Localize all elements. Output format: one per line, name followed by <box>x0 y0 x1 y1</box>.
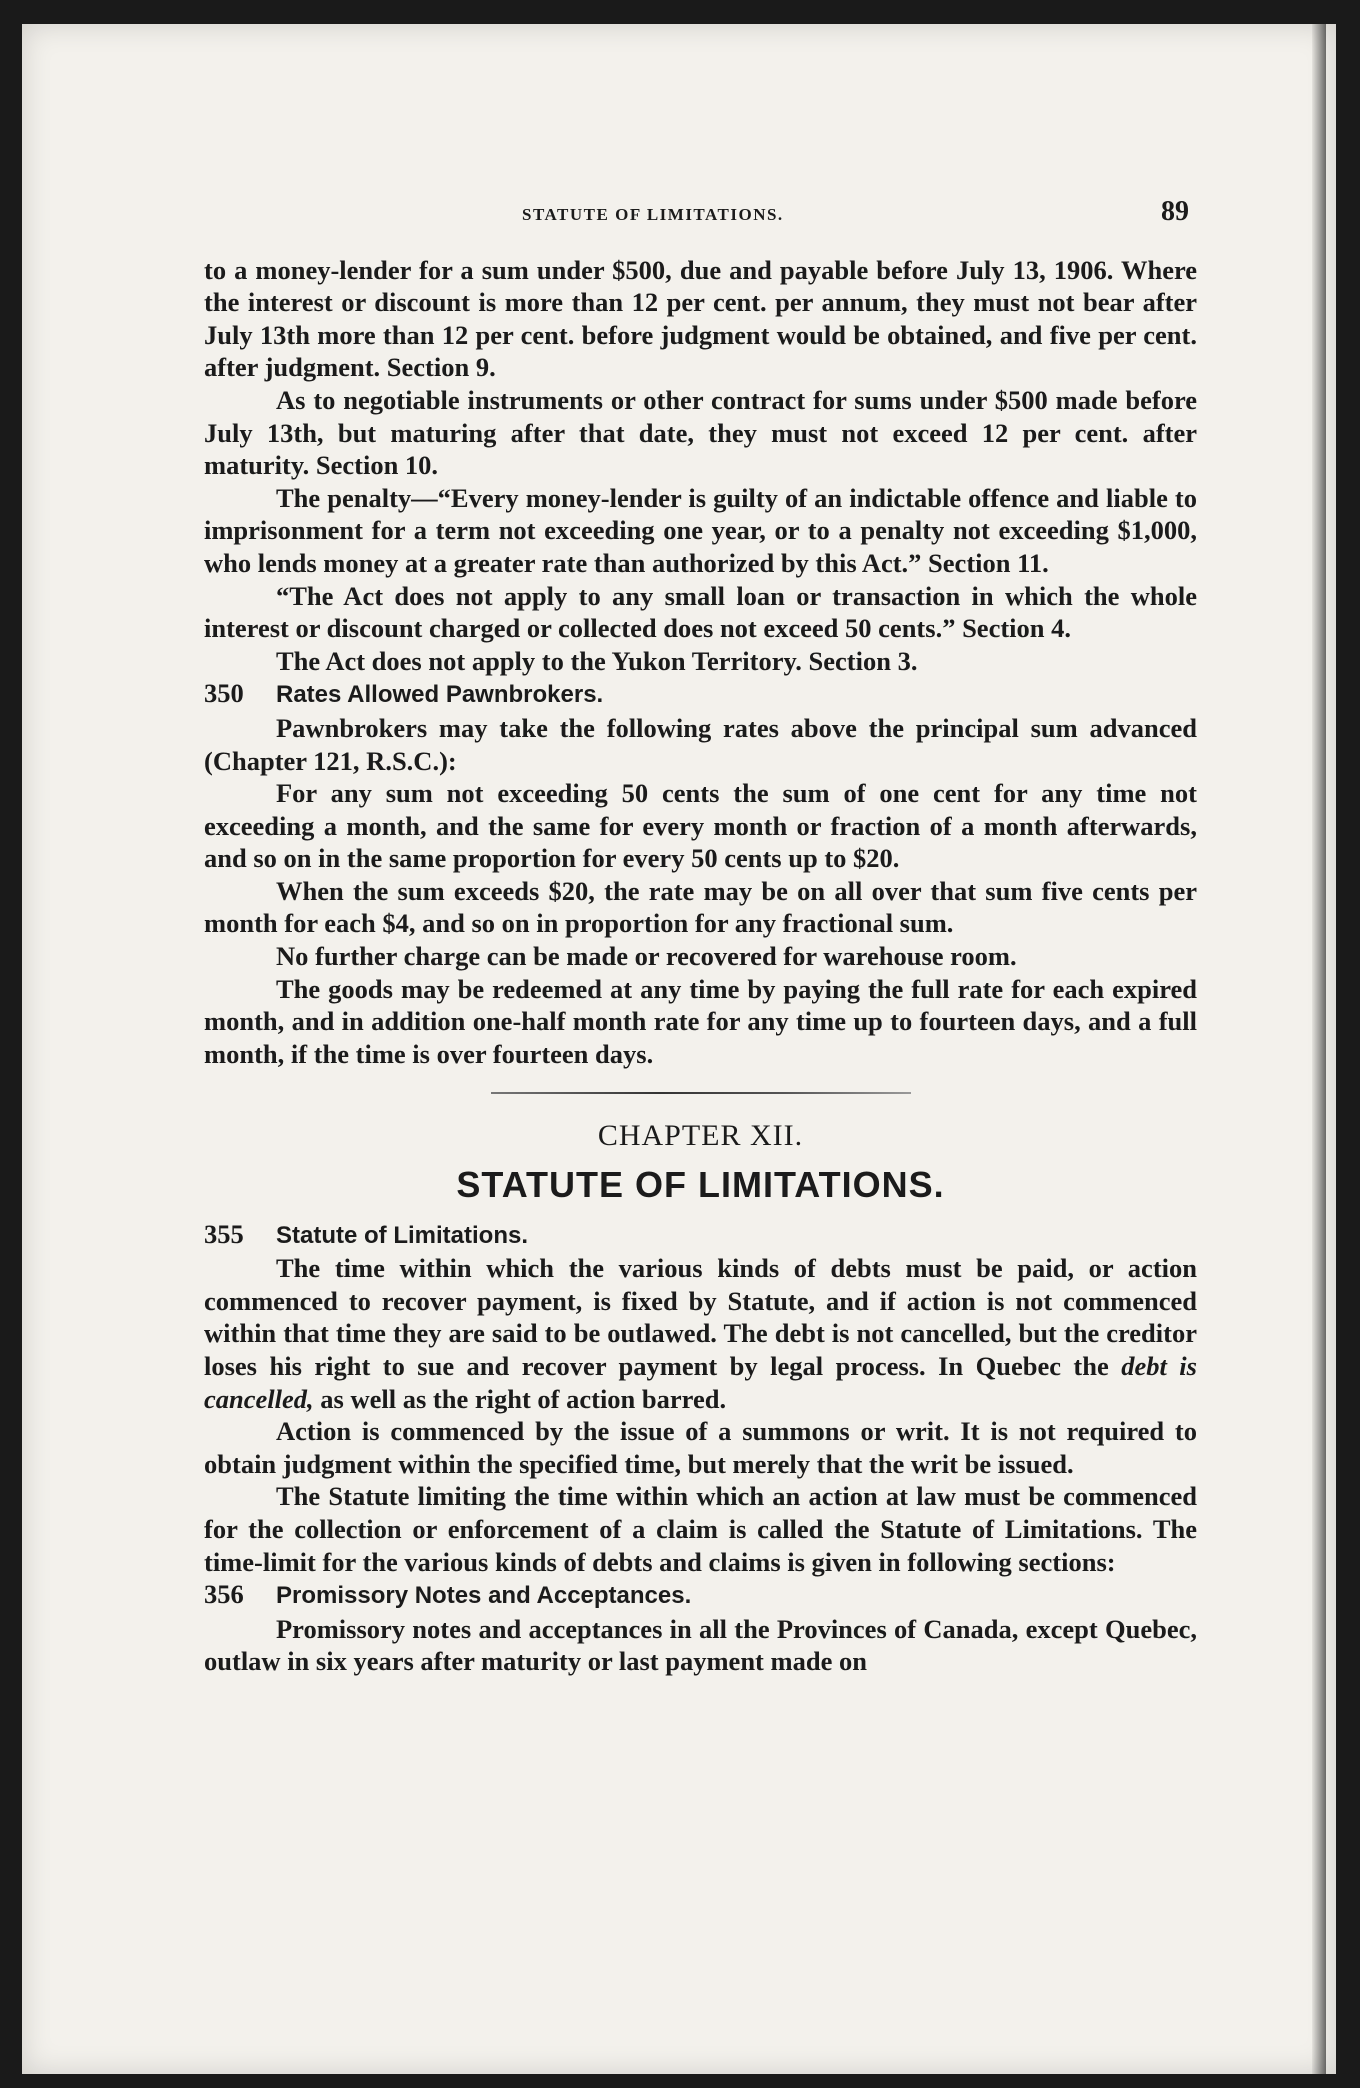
divider-rule <box>491 1092 911 1094</box>
running-title: STATUTE OF LIMITATIONS. <box>522 205 784 224</box>
section-title: Promissory Notes and Acceptances. <box>276 1582 692 1610</box>
book-page <box>22 24 1336 2074</box>
paragraph: The penalty—“Every money-lender is guilty of an indictable offence and liable to imprisonment for a term not exceeding one year, or to a penalty not exceeding $1,000, who lends money at a greater rate than authorized by this Act.” Section 11. <box>204 482 1197 578</box>
paragraph: When the sum exceeds $20, the rate may be on all over that sum five cents per month for each $4, and so on in proportion for any fractional sum. <box>204 875 1197 939</box>
section-heading-350 <box>204 677 1197 712</box>
page-text <box>204 196 1197 1678</box>
paragraph: As to negotiable instruments or other contract for sums under $500 made before July 13th, but maturing after that date, they must not exceed 12 per cent. after maturity. Section 10. <box>204 384 1197 481</box>
paragraph <box>204 1252 1197 1415</box>
paragraph: Promissory notes and acceptances in all the Provinces of Canada, except Quebec, outlaw in six years after maturity or last payment made on <box>204 1613 1197 1677</box>
section-title: Rates Allowed Pawnbrokers. <box>276 681 604 709</box>
paragraph: No further charge can be made or recovered for warehouse room. <box>276 941 1017 972</box>
paragraph: The goods may be redeemed at any time by paying the full rate for each expired month, and in addition one-half month rate for any time up to fourteen days, and a full month, if the time is over fourteen days. <box>204 973 1197 1069</box>
running-head <box>204 196 1197 232</box>
paragraph: “The Act does not apply to any small loan or transaction in which the whole interest or discount charged or collected does not exceed 50 cents.” Section 4. <box>204 580 1197 644</box>
emphasis-text: debt is cancelled, <box>204 1351 1197 1414</box>
paragraph: For any sum not exceeding 50 cents the sum of one cent for any time not exceeding a month, and the same for every month or fraction of a month afterwards, and so on in the same proportion for every 50 cents up to $20. <box>204 778 1197 874</box>
section-number: 356 <box>204 1579 244 1610</box>
text-run: as well as the right of action barred. <box>313 1383 727 1414</box>
section-number: 350 <box>204 678 244 709</box>
section-number: 355 <box>204 1218 244 1249</box>
chapter-label: CHAPTER XII. <box>597 1119 804 1153</box>
text-run: The time within which the various kinds of debts must be paid, or action commenced to recover payment, is fixed by Statute, and if action is not commenced within that time they are said to be outlawed. The debt is not cancelled, but the creditor loses his right to sue and recover payment by legal process. In Quebec the <box>204 1253 1197 1381</box>
section-heading-356 <box>204 1578 1197 1613</box>
paragraph: Action is commenced by the issue of a summons or writ. It is not required to obtain judgment within the specified time, but merely that the writ be issued. <box>204 1416 1197 1479</box>
paragraph: The Statute limiting the time within which an action at law must be commenced for the collection or enforcement of a claim is called the Statute of Limitations. The time-limit for the various kinds of debts and claims is given in following sections: <box>204 1481 1197 1577</box>
section-heading-355 <box>204 1218 1197 1253</box>
paragraph: to a money-lender for a sum under $500, due and payable before July 13, 1906. Where the interest or discount is more than 12 per cent. per annum, they must not bear after July 13th more than 12 per cent. before judgment would be obtained, and five per cent. after judgment. Section 9. <box>204 254 1197 383</box>
paragraph: Pawnbrokers may take the following rates above the principal sum advanced (Chapter 121, R.S.C.): <box>204 712 1197 776</box>
paragraph: The Act does not apply to the Yukon Territory. Section 3. <box>276 645 918 676</box>
chapter-title: STATUTE OF LIMITATIONS. <box>456 1164 945 1206</box>
page-number: 89 <box>1161 196 1189 227</box>
section-title: Statute of Limitations. <box>276 1221 528 1249</box>
